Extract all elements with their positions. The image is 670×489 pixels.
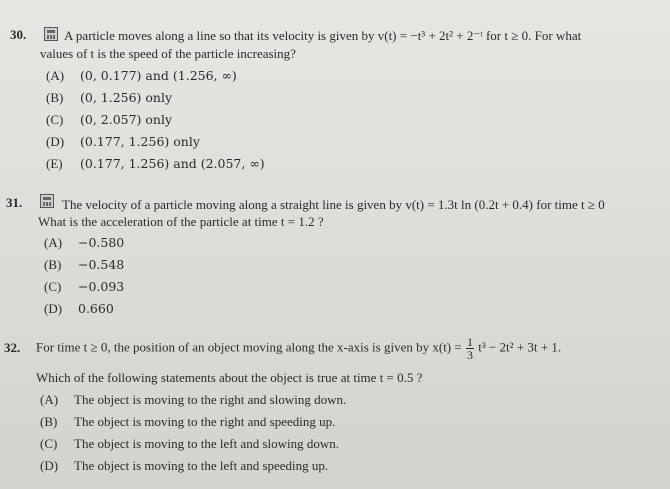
question-stem-line1 <box>36 336 561 361</box>
answer-choice[interactable] <box>40 436 339 452</box>
choice-letter: (B) <box>46 90 64 105</box>
answer-choice[interactable] <box>44 257 124 273</box>
choice-text: (0, 1.256) only <box>80 90 173 105</box>
choice-letter: (B) <box>44 257 62 272</box>
choice-text: 0.660 <box>78 301 114 316</box>
choice-letter: (D) <box>44 301 63 316</box>
answer-choice[interactable] <box>46 68 237 84</box>
answer-choice[interactable] <box>40 392 346 408</box>
choice-text: The object is moving to the right and slowing down. <box>74 392 347 407</box>
choice-letter: (B) <box>40 414 58 429</box>
answer-choice[interactable] <box>46 90 172 106</box>
choice-text: The object is moving to the left and slowing down. <box>74 436 340 451</box>
choice-text: (0.177, 1.256) and (2.057, ∞) <box>80 156 265 171</box>
choice-letter: (D) <box>46 134 65 149</box>
fraction <box>466 336 474 361</box>
choice-text: (0, 0.177) and (1.256, ∞) <box>80 68 237 83</box>
fraction-numerator: 1 <box>466 335 473 349</box>
choice-text: (0, 2.057) only <box>80 112 173 127</box>
question-number: 31. <box>6 195 23 210</box>
question-stem-line2: Which of the following statements about the object is true at time t = 0.5 ? <box>36 370 423 385</box>
question-number: 30. <box>10 27 27 42</box>
question-stem-line1: The velocity of a particle moving along a straight line is given by v(t) = 1.3t ln (0.2t + 0.4) for time t ≥ 0 <box>62 197 605 212</box>
question-stem-line2: What is the acceleration of the particle at time t = 1.2 ? <box>38 214 324 229</box>
choice-letter: (C) <box>40 436 58 451</box>
choice-letter: (A) <box>44 235 63 250</box>
question-stem-line1: A particle moves along a line so that its velocity is given by v(t) = −t³ + 2t² + 2⁻ᵗ for t ≥ 0. For what <box>64 28 582 43</box>
answer-choice[interactable] <box>44 279 124 295</box>
answer-choice[interactable] <box>46 156 265 172</box>
choice-text: −0.093 <box>78 279 125 294</box>
choice-letter: (C) <box>46 112 64 127</box>
answer-choice[interactable] <box>46 134 200 150</box>
choice-letter: (C) <box>44 279 62 294</box>
choice-letter: (A) <box>46 68 65 83</box>
choice-text: (0.177, 1.256) only <box>80 134 200 149</box>
calculator-icon <box>40 194 54 208</box>
stem-text-before-fraction: For time t ≥ 0, the position of an object moving along the x-axis is given by x(t) = <box>36 339 462 355</box>
stem-text-after-fraction: t³ − 2t² + 3t + 1. <box>478 339 562 355</box>
answer-choice[interactable] <box>40 414 335 430</box>
answer-choice[interactable] <box>46 112 172 128</box>
question-number: 32. <box>4 340 21 355</box>
answer-choice[interactable] <box>44 235 124 251</box>
choice-letter: (D) <box>40 458 59 473</box>
choice-text: −0.580 <box>78 235 125 250</box>
choice-letter: (A) <box>40 392 59 407</box>
choice-text: The object is moving to the right and speeding up. <box>74 414 336 429</box>
fraction-denominator: 3 <box>466 348 473 362</box>
answer-choice[interactable] <box>44 301 114 317</box>
choice-text: The object is moving to the left and speeding up. <box>74 458 329 473</box>
calculator-icon <box>44 27 58 41</box>
choice-text: −0.548 <box>78 257 125 272</box>
question-stem-line2: values of t is the speed of the particle increasing? <box>40 46 296 61</box>
choice-letter: (E) <box>46 156 63 171</box>
answer-choice[interactable] <box>40 458 328 474</box>
